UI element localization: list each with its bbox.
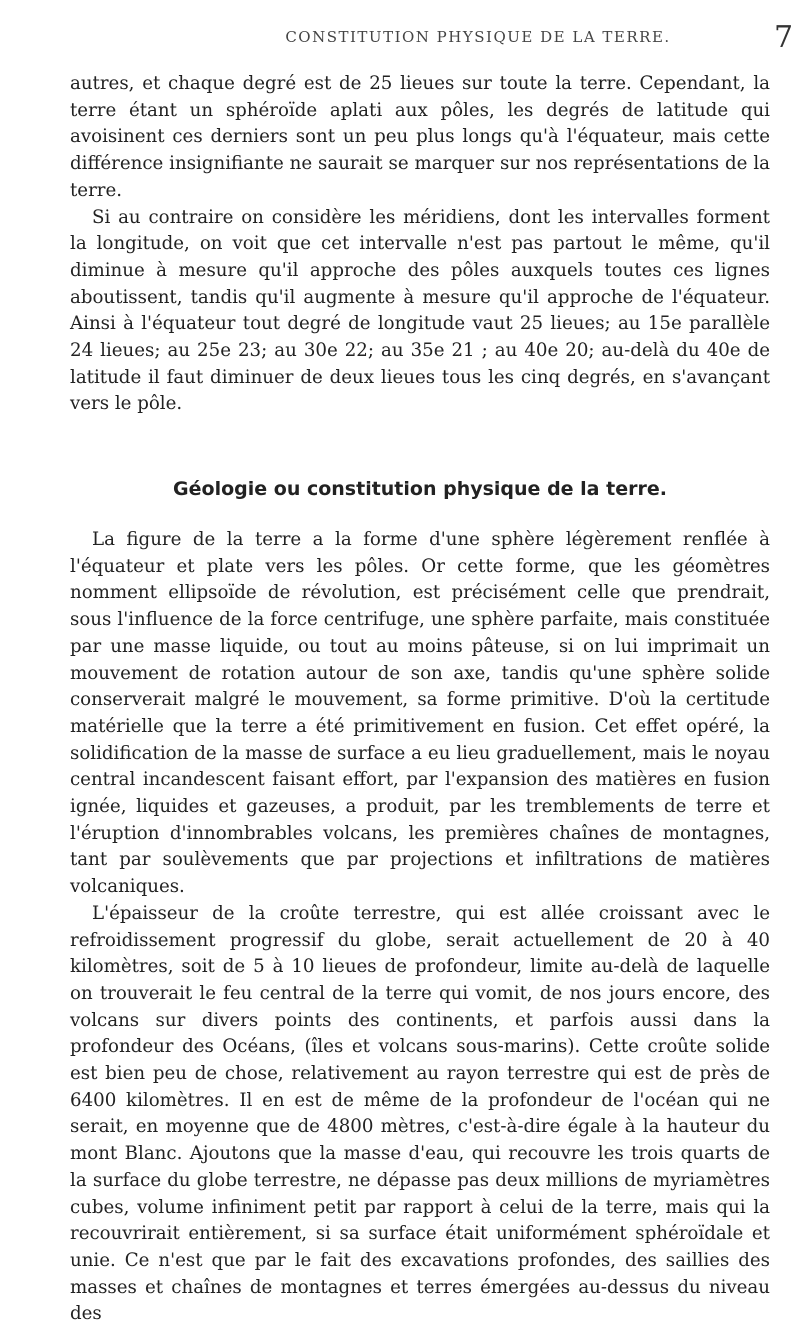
paragraph-meridians-longitude: Si au contraire on considère les méridiens, dont les intervalles forment la longitude, on voit que cet intervalle n'est pas partout le même, qu'il diminue à mesure qu'il approche des pôles auxquels toutes ces lignes aboutissent, tandis qu'il augmente à mesure qu'il approche de l'équateur. Ainsi à l'équateur tout degré de longitude vaut 25 lieues; au 15e parallèle 24 lieues; au 25e 23; au 30e 22; au 35e 21 ; au 40e 20; au-delà du 40e de latitude il faut diminuer de deux lieues tous les cinq degrés, en s'avançant vers le pôle. — [70, 206, 770, 415]
paragraph-crust-thickness: L'épaisseur de la croûte terrestre, qui est allée croissant avec le refroidissement progressif du globe, serait actuellement de 20 à 40 kilomètres, soit de 5 à 10 lieues de profondeur, limite au-delà de laquelle on trouverait le feu central de la terre qui vomit, de nos jours encore, des volcans sur divers points des continents, et parfois aussi dans la profondeur des Océans, (îles et volcans sous-marins). Cette croûte solide est bien peu de chose, relativement au rayon terrestre qui est de près de 6400 kilomètres. Il en est de même de la profondeur de l'océan qui ne serait, en moyenne que de 4800 mètres, c'est-à-dire égale à la hauteur du mont Blanc. Ajoutons que la masse d'eau, qui recouvre les trois quarts de la surface du globe terrestre, ne dépasse pas deux millions de myriamètres cubes, volume infiniment petit par rapport à celui de la terre, mais qui la recouvrirait entièrement, si sa surface était uniformément sphéroïdale et unie. Ce n'est que par le fait des excavations profondes, des saillies des masses et chaînes de montagnes et terres émergées au-dessus du niveau des — [70, 902, 770, 1325]
text-block-after-heading — [70, 527, 770, 1328]
page-number: 7 — [774, 20, 794, 55]
paragraph-earth-shape: La figure de la terre a la forme d'une sphère légèrement renflée à l'équateur et plate vers les pôles. Or cette forme, que les géomètres nomment ellipsoïde de révolution, est précisément celle que prendrait, sous l'influence de la force centrifuge, une sphère parfaite, mais constituée par une masse liquide, ou tout au moins pâteuse, si on lui imprimait un mouvement de rotation autour de son axe, tandis qu'une sphère solide conserverait malgré le mouvement, sa forme primitive. D'où la certitude matérielle que la terre a été primitivement en fusion. Cet effet opéré, la solidification de la masse de surface a eu lieu graduellement, mais le noyau central incandescent faisant effort, par l'expansion des matières en fusion ignée, liquides et gazeuses, a produit, par les tremblements de terre et l'éruption d'innombrables volcans, les premières chaînes de montagnes, tant par soulèvements que par projections et infiltrations de matières volcaniques. — [70, 529, 770, 898]
text-block-before-heading — [70, 71, 770, 418]
section-heading: Géologie ou constitution physique de la terre. — [173, 478, 667, 500]
paragraph-degrees-latitude: autres, et chaque degré est de 25 lieues sur toute la terre. Cependant, la terre étant un sphéroïde aplati aux pôles, les degrés de latitude qui avoisinent ces derniers sont un peu plus longs qu'à l'équateur, mais cette différence insignifiante ne saurait se marquer sur nos représentations de la terre. — [70, 73, 770, 201]
running-title: CONSTITUTION PHYSIQUE DE LA TERRE. — [285, 28, 671, 46]
